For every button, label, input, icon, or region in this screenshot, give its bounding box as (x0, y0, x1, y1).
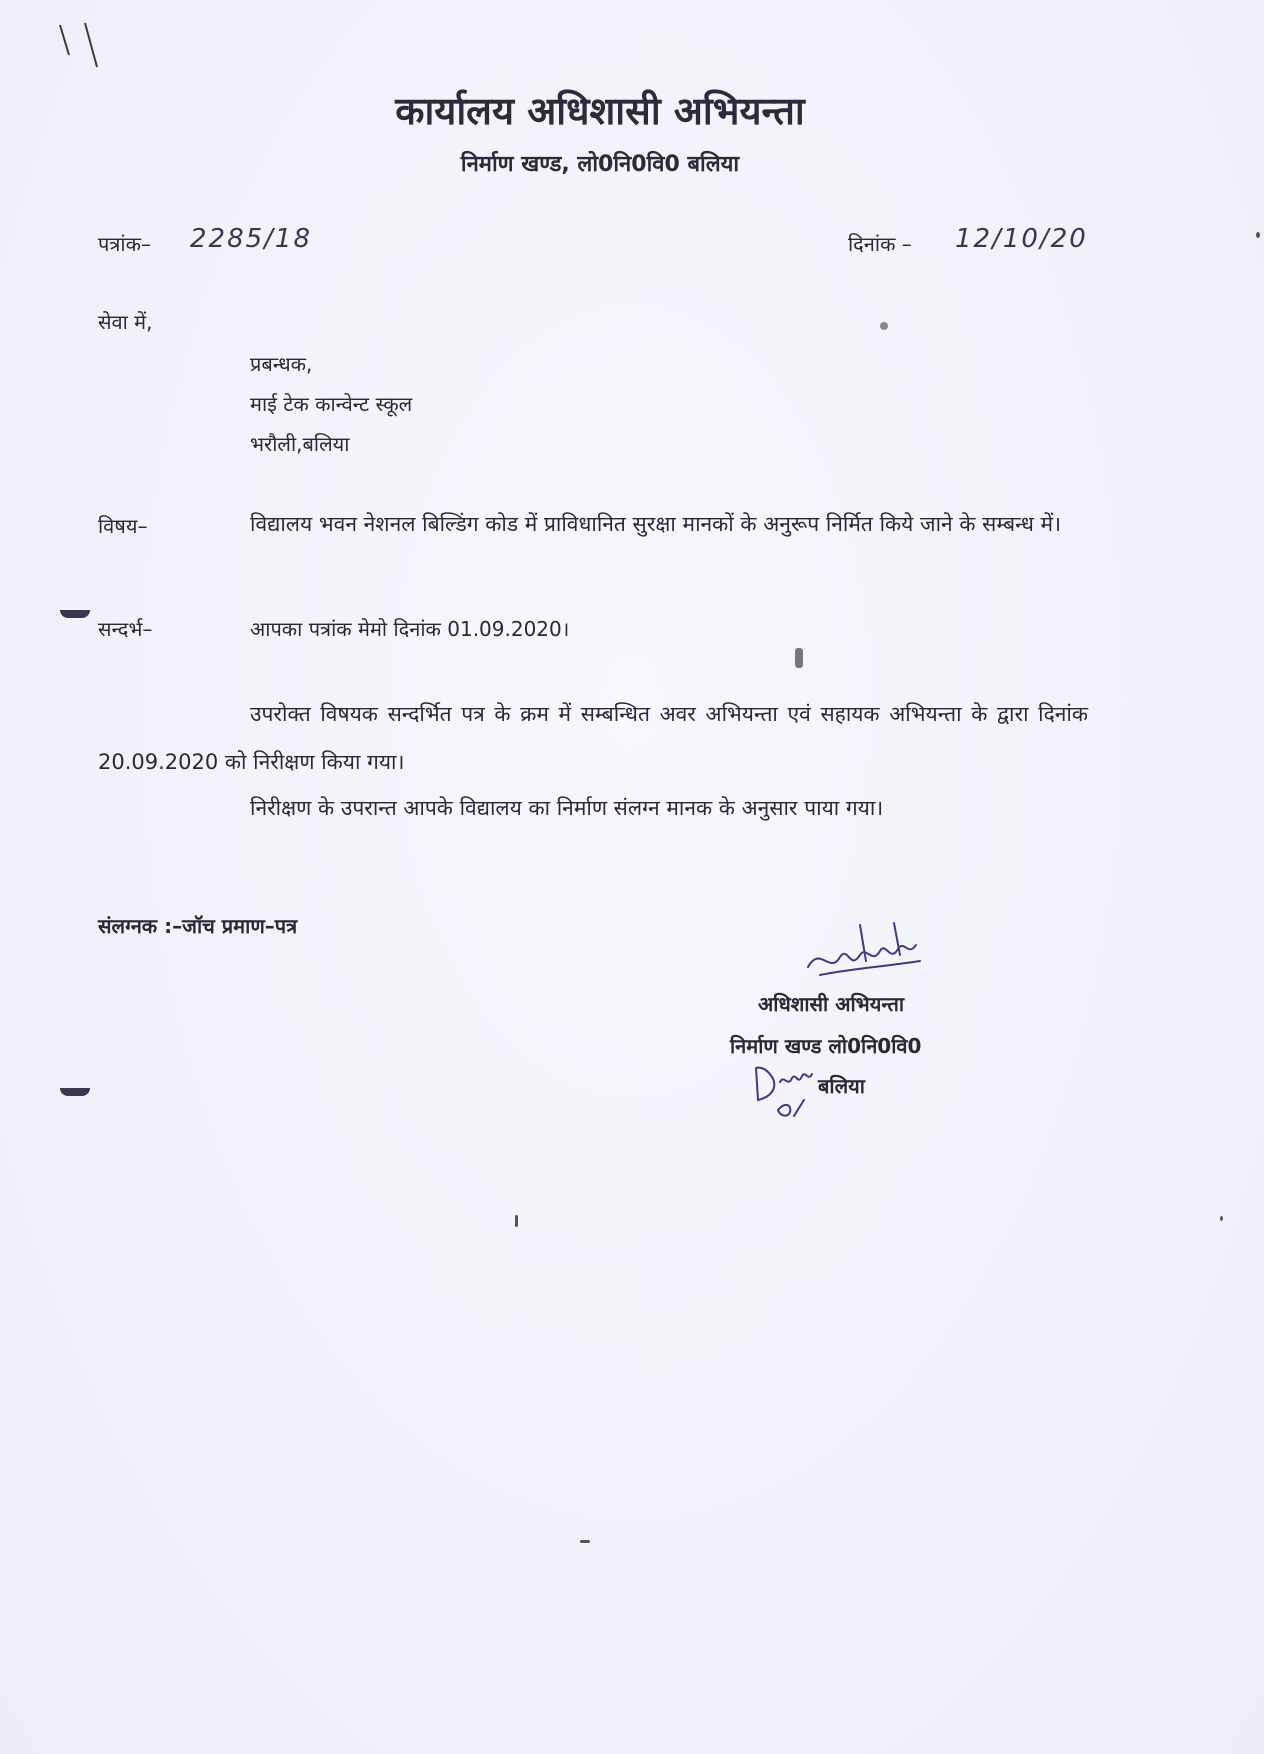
addressee-line-2: माई टेक कान्वेन्ट स्कूल (250, 392, 413, 416)
division-subtitle: निर्माण खण्ड, लो0नि0वि0 बलिया (460, 152, 740, 177)
handwritten-initial (750, 1060, 820, 1120)
speck (880, 322, 888, 330)
speck (795, 648, 803, 668)
letter-no-label: पत्रांक– (98, 232, 151, 256)
date-label: दिनांक – (848, 232, 912, 256)
enclosure-note: संलग्नक :–जॉच प्रमाण–पत्र (98, 914, 298, 938)
punch-hole-mark (60, 1088, 90, 1096)
signatory-place: बलिया (818, 1074, 865, 1098)
speck (580, 1540, 590, 1543)
speck (1220, 1216, 1223, 1221)
signatory-division: निर्माण खण्ड लो0नि0वि0 (730, 1034, 922, 1058)
subject-text: विद्यालय भवन नेशनल बिल्डिंग कोड में प्राविधानित सुरक्षा मानकों के अनुरूप निर्मित किये जाने के सम्बन्ध में। (250, 512, 1062, 536)
date-value: 12/10/20 (955, 224, 1088, 254)
reference-text: आपका पत्रांक मेमो दिनांक 01.09.2020। (250, 617, 570, 641)
reference-label: सन्दर्भ– (98, 617, 153, 641)
punch-hole-mark (60, 610, 90, 618)
subject-label: विषय– (98, 514, 148, 538)
signatory-designation: अधिशासी अभियन्ता (758, 992, 905, 1016)
body-paragraph-1: उपरोक्त विषयक सन्दर्भित पत्र के क्रम में सम्बन्धित अवर अभियन्ता एवं सहायक अभियन्ता के द्वारा दिनांक 20.09.2020 को निरीक्षण किया गया। (98, 702, 1088, 774)
speck (515, 1215, 518, 1227)
speck (1256, 232, 1260, 238)
corner-marks (55, 15, 115, 75)
letter-no-value: 2285/18 (190, 224, 313, 254)
addressee-line-1: प्रबन्धक, (250, 352, 313, 376)
signature (800, 905, 930, 985)
addressee-line-3: भरौली,बलिया (250, 432, 350, 456)
body-paragraph-2: निरीक्षण के उपरान्त आपके विद्यालय का निर्माण संलग्न मानक के अनुसार पाया गया। (250, 796, 884, 820)
salutation: सेवा में, (98, 310, 153, 334)
office-title: कार्यालय अधिशासी अभियन्ता (395, 89, 805, 133)
